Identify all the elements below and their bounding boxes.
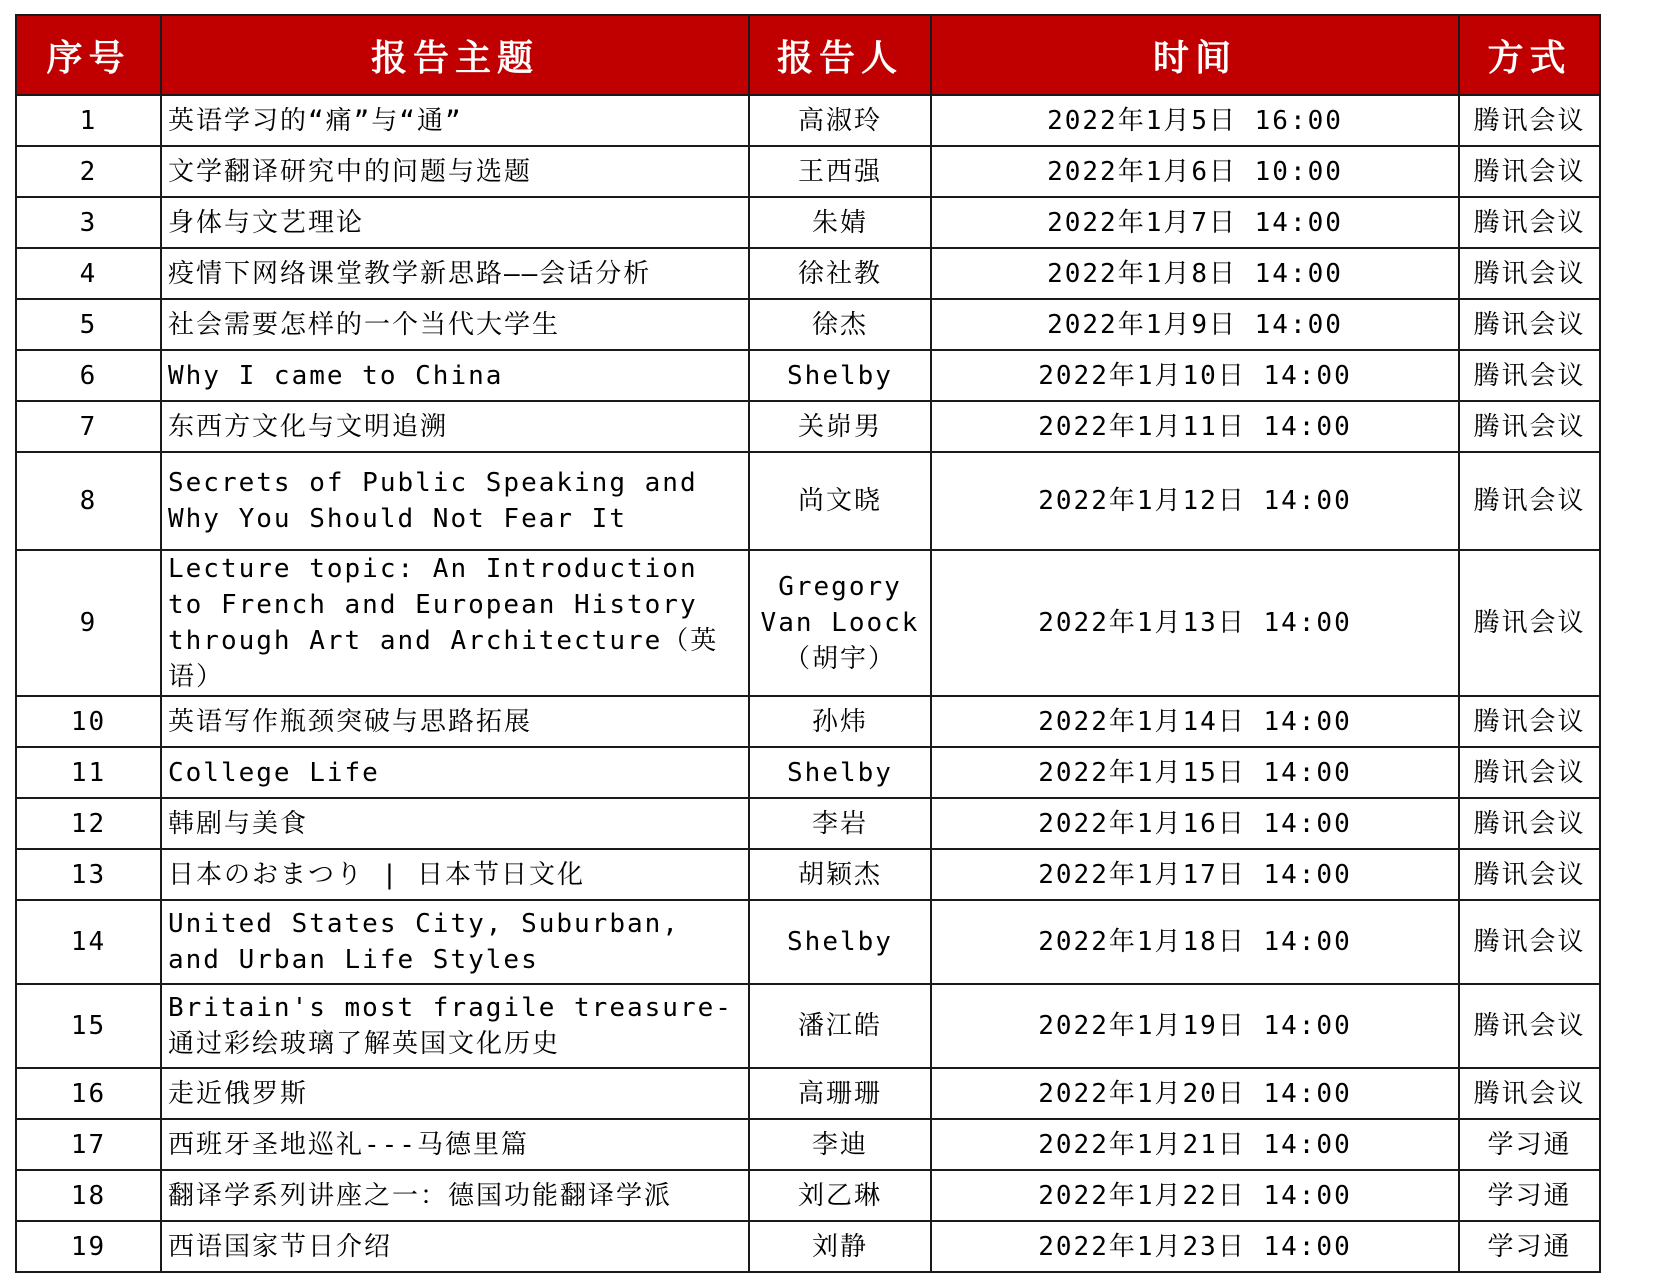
row-speaker: 高珊珊 bbox=[749, 1068, 931, 1119]
row-time: 2022年1月16日 14:00 bbox=[931, 798, 1459, 849]
row-mode: 腾讯会议 bbox=[1459, 95, 1600, 146]
table-row bbox=[16, 1119, 1600, 1170]
row-topic: Secrets of Public Speaking and Why You Should Not Fear It bbox=[161, 452, 749, 550]
row-num: 6 bbox=[16, 350, 161, 401]
row-topic: United States City, Suburban, and Urban Life Styles bbox=[161, 900, 749, 984]
row-mode: 腾讯会议 bbox=[1459, 146, 1600, 197]
row-time: 2022年1月20日 14:00 bbox=[931, 1068, 1459, 1119]
row-speaker: Shelby bbox=[749, 900, 931, 984]
row-time: 2022年1月19日 14:00 bbox=[931, 984, 1459, 1068]
row-mode: 腾讯会议 bbox=[1459, 900, 1600, 984]
row-speaker: 孙炜 bbox=[749, 696, 931, 747]
table-row bbox=[16, 1068, 1600, 1119]
row-mode: 腾讯会议 bbox=[1459, 299, 1600, 350]
row-topic: Why I came to China bbox=[161, 350, 749, 401]
table-row bbox=[16, 197, 1600, 248]
row-topic: 走近俄罗斯 bbox=[161, 1068, 749, 1119]
table-row bbox=[16, 299, 1600, 350]
row-time: 2022年1月12日 14:00 bbox=[931, 452, 1459, 550]
lecture-schedule-table bbox=[15, 14, 1601, 1273]
row-speaker: 潘江皓 bbox=[749, 984, 931, 1068]
row-speaker: 关峁男 bbox=[749, 401, 931, 452]
row-topic: Britain's most fragile treasure-通过彩绘玻璃了解英国文化历史 bbox=[161, 984, 749, 1068]
row-topic: 西语国家节日介绍 bbox=[161, 1221, 749, 1272]
table-row bbox=[16, 984, 1600, 1068]
row-speaker: 胡颖杰 bbox=[749, 849, 931, 900]
header-row bbox=[16, 15, 1600, 95]
row-time: 2022年1月14日 14:00 bbox=[931, 696, 1459, 747]
table-row bbox=[16, 95, 1600, 146]
row-topic: 日本のおまつり | 日本节日文化 bbox=[161, 849, 749, 900]
row-time: 2022年1月10日 14:00 bbox=[931, 350, 1459, 401]
row-topic: 英语写作瓶颈突破与思路拓展 bbox=[161, 696, 749, 747]
row-time: 2022年1月21日 14:00 bbox=[931, 1119, 1459, 1170]
row-time: 2022年1月5日 16:00 bbox=[931, 95, 1459, 146]
row-speaker: 徐社教 bbox=[749, 248, 931, 299]
table-row bbox=[16, 696, 1600, 747]
row-time: 2022年1月13日 14:00 bbox=[931, 550, 1459, 696]
row-time: 2022年1月18日 14:00 bbox=[931, 900, 1459, 984]
row-mode: 腾讯会议 bbox=[1459, 401, 1600, 452]
row-time: 2022年1月11日 14:00 bbox=[931, 401, 1459, 452]
row-mode: 腾讯会议 bbox=[1459, 798, 1600, 849]
row-num: 19 bbox=[16, 1221, 161, 1272]
table-row bbox=[16, 146, 1600, 197]
header-mode: 方式 bbox=[1459, 15, 1600, 95]
row-num: 5 bbox=[16, 299, 161, 350]
table-row bbox=[16, 900, 1600, 984]
row-topic: 翻译学系列讲座之一：德国功能翻译学派 bbox=[161, 1170, 749, 1221]
row-mode: 学习通 bbox=[1459, 1170, 1600, 1221]
row-time: 2022年1月23日 14:00 bbox=[931, 1221, 1459, 1272]
row-topic: 英语学习的“痛”与“通” bbox=[161, 95, 749, 146]
row-mode: 腾讯会议 bbox=[1459, 1068, 1600, 1119]
table-row bbox=[16, 1170, 1600, 1221]
table-row bbox=[16, 350, 1600, 401]
row-time: 2022年1月17日 14:00 bbox=[931, 849, 1459, 900]
row-speaker: Shelby bbox=[749, 350, 931, 401]
table-row bbox=[16, 849, 1600, 900]
row-mode: 腾讯会议 bbox=[1459, 197, 1600, 248]
row-speaker: Shelby bbox=[749, 747, 931, 798]
row-mode: 学习通 bbox=[1459, 1119, 1600, 1170]
header-topic: 报告主题 bbox=[161, 15, 749, 95]
row-num: 9 bbox=[16, 550, 161, 696]
table-row bbox=[16, 248, 1600, 299]
row-speaker: 高淑玲 bbox=[749, 95, 931, 146]
row-mode: 腾讯会议 bbox=[1459, 550, 1600, 696]
row-mode: 腾讯会议 bbox=[1459, 696, 1600, 747]
row-time: 2022年1月8日 14:00 bbox=[931, 248, 1459, 299]
row-topic: 东西方文化与文明追溯 bbox=[161, 401, 749, 452]
row-mode: 腾讯会议 bbox=[1459, 350, 1600, 401]
row-time: 2022年1月7日 14:00 bbox=[931, 197, 1459, 248]
row-num: 2 bbox=[16, 146, 161, 197]
table-row bbox=[16, 550, 1600, 696]
row-num: 13 bbox=[16, 849, 161, 900]
row-num: 11 bbox=[16, 747, 161, 798]
row-time: 2022年1月15日 14:00 bbox=[931, 747, 1459, 798]
row-mode: 腾讯会议 bbox=[1459, 452, 1600, 550]
header-time: 时间 bbox=[931, 15, 1459, 95]
table-row bbox=[16, 1221, 1600, 1272]
table-row bbox=[16, 401, 1600, 452]
row-num: 18 bbox=[16, 1170, 161, 1221]
row-speaker: 李岩 bbox=[749, 798, 931, 849]
row-num: 10 bbox=[16, 696, 161, 747]
row-topic: 文学翻译研究中的问题与选题 bbox=[161, 146, 749, 197]
row-mode: 腾讯会议 bbox=[1459, 849, 1600, 900]
header-num: 序号 bbox=[16, 15, 161, 95]
row-mode: 腾讯会议 bbox=[1459, 747, 1600, 798]
row-mode: 学习通 bbox=[1459, 1221, 1600, 1272]
row-num: 7 bbox=[16, 401, 161, 452]
row-num: 14 bbox=[16, 900, 161, 984]
row-num: 12 bbox=[16, 798, 161, 849]
row-topic: College Life bbox=[161, 747, 749, 798]
row-topic: 身体与文艺理论 bbox=[161, 197, 749, 248]
row-topic: 社会需要怎样的一个当代大学生 bbox=[161, 299, 749, 350]
row-speaker: Gregory Van Loock（胡宇） bbox=[749, 550, 931, 696]
row-num: 16 bbox=[16, 1068, 161, 1119]
row-topic: Lecture topic: An Introduction to French and European History through Art and Architecture（英语） bbox=[161, 550, 749, 696]
row-speaker: 刘静 bbox=[749, 1221, 931, 1272]
row-time: 2022年1月6日 10:00 bbox=[931, 146, 1459, 197]
row-num: 15 bbox=[16, 984, 161, 1068]
row-topic: 韩剧与美食 bbox=[161, 798, 749, 849]
row-speaker: 朱婧 bbox=[749, 197, 931, 248]
row-speaker: 李迪 bbox=[749, 1119, 931, 1170]
header-speaker: 报告人 bbox=[749, 15, 931, 95]
row-num: 1 bbox=[16, 95, 161, 146]
row-mode: 腾讯会议 bbox=[1459, 984, 1600, 1068]
row-speaker: 刘乙琳 bbox=[749, 1170, 931, 1221]
row-speaker: 徐杰 bbox=[749, 299, 931, 350]
row-num: 17 bbox=[16, 1119, 161, 1170]
row-num: 3 bbox=[16, 197, 161, 248]
row-mode: 腾讯会议 bbox=[1459, 248, 1600, 299]
row-speaker: 王西强 bbox=[749, 146, 931, 197]
row-num: 8 bbox=[16, 452, 161, 550]
table-row bbox=[16, 798, 1600, 849]
row-topic: 西班牙圣地巡礼---马德里篇 bbox=[161, 1119, 749, 1170]
table-row bbox=[16, 452, 1600, 550]
row-topic: 疫情下网络课堂教学新思路——会话分析 bbox=[161, 248, 749, 299]
row-time: 2022年1月9日 14:00 bbox=[931, 299, 1459, 350]
row-speaker: 尚文晓 bbox=[749, 452, 931, 550]
table-row bbox=[16, 747, 1600, 798]
row-num: 4 bbox=[16, 248, 161, 299]
row-time: 2022年1月22日 14:00 bbox=[931, 1170, 1459, 1221]
